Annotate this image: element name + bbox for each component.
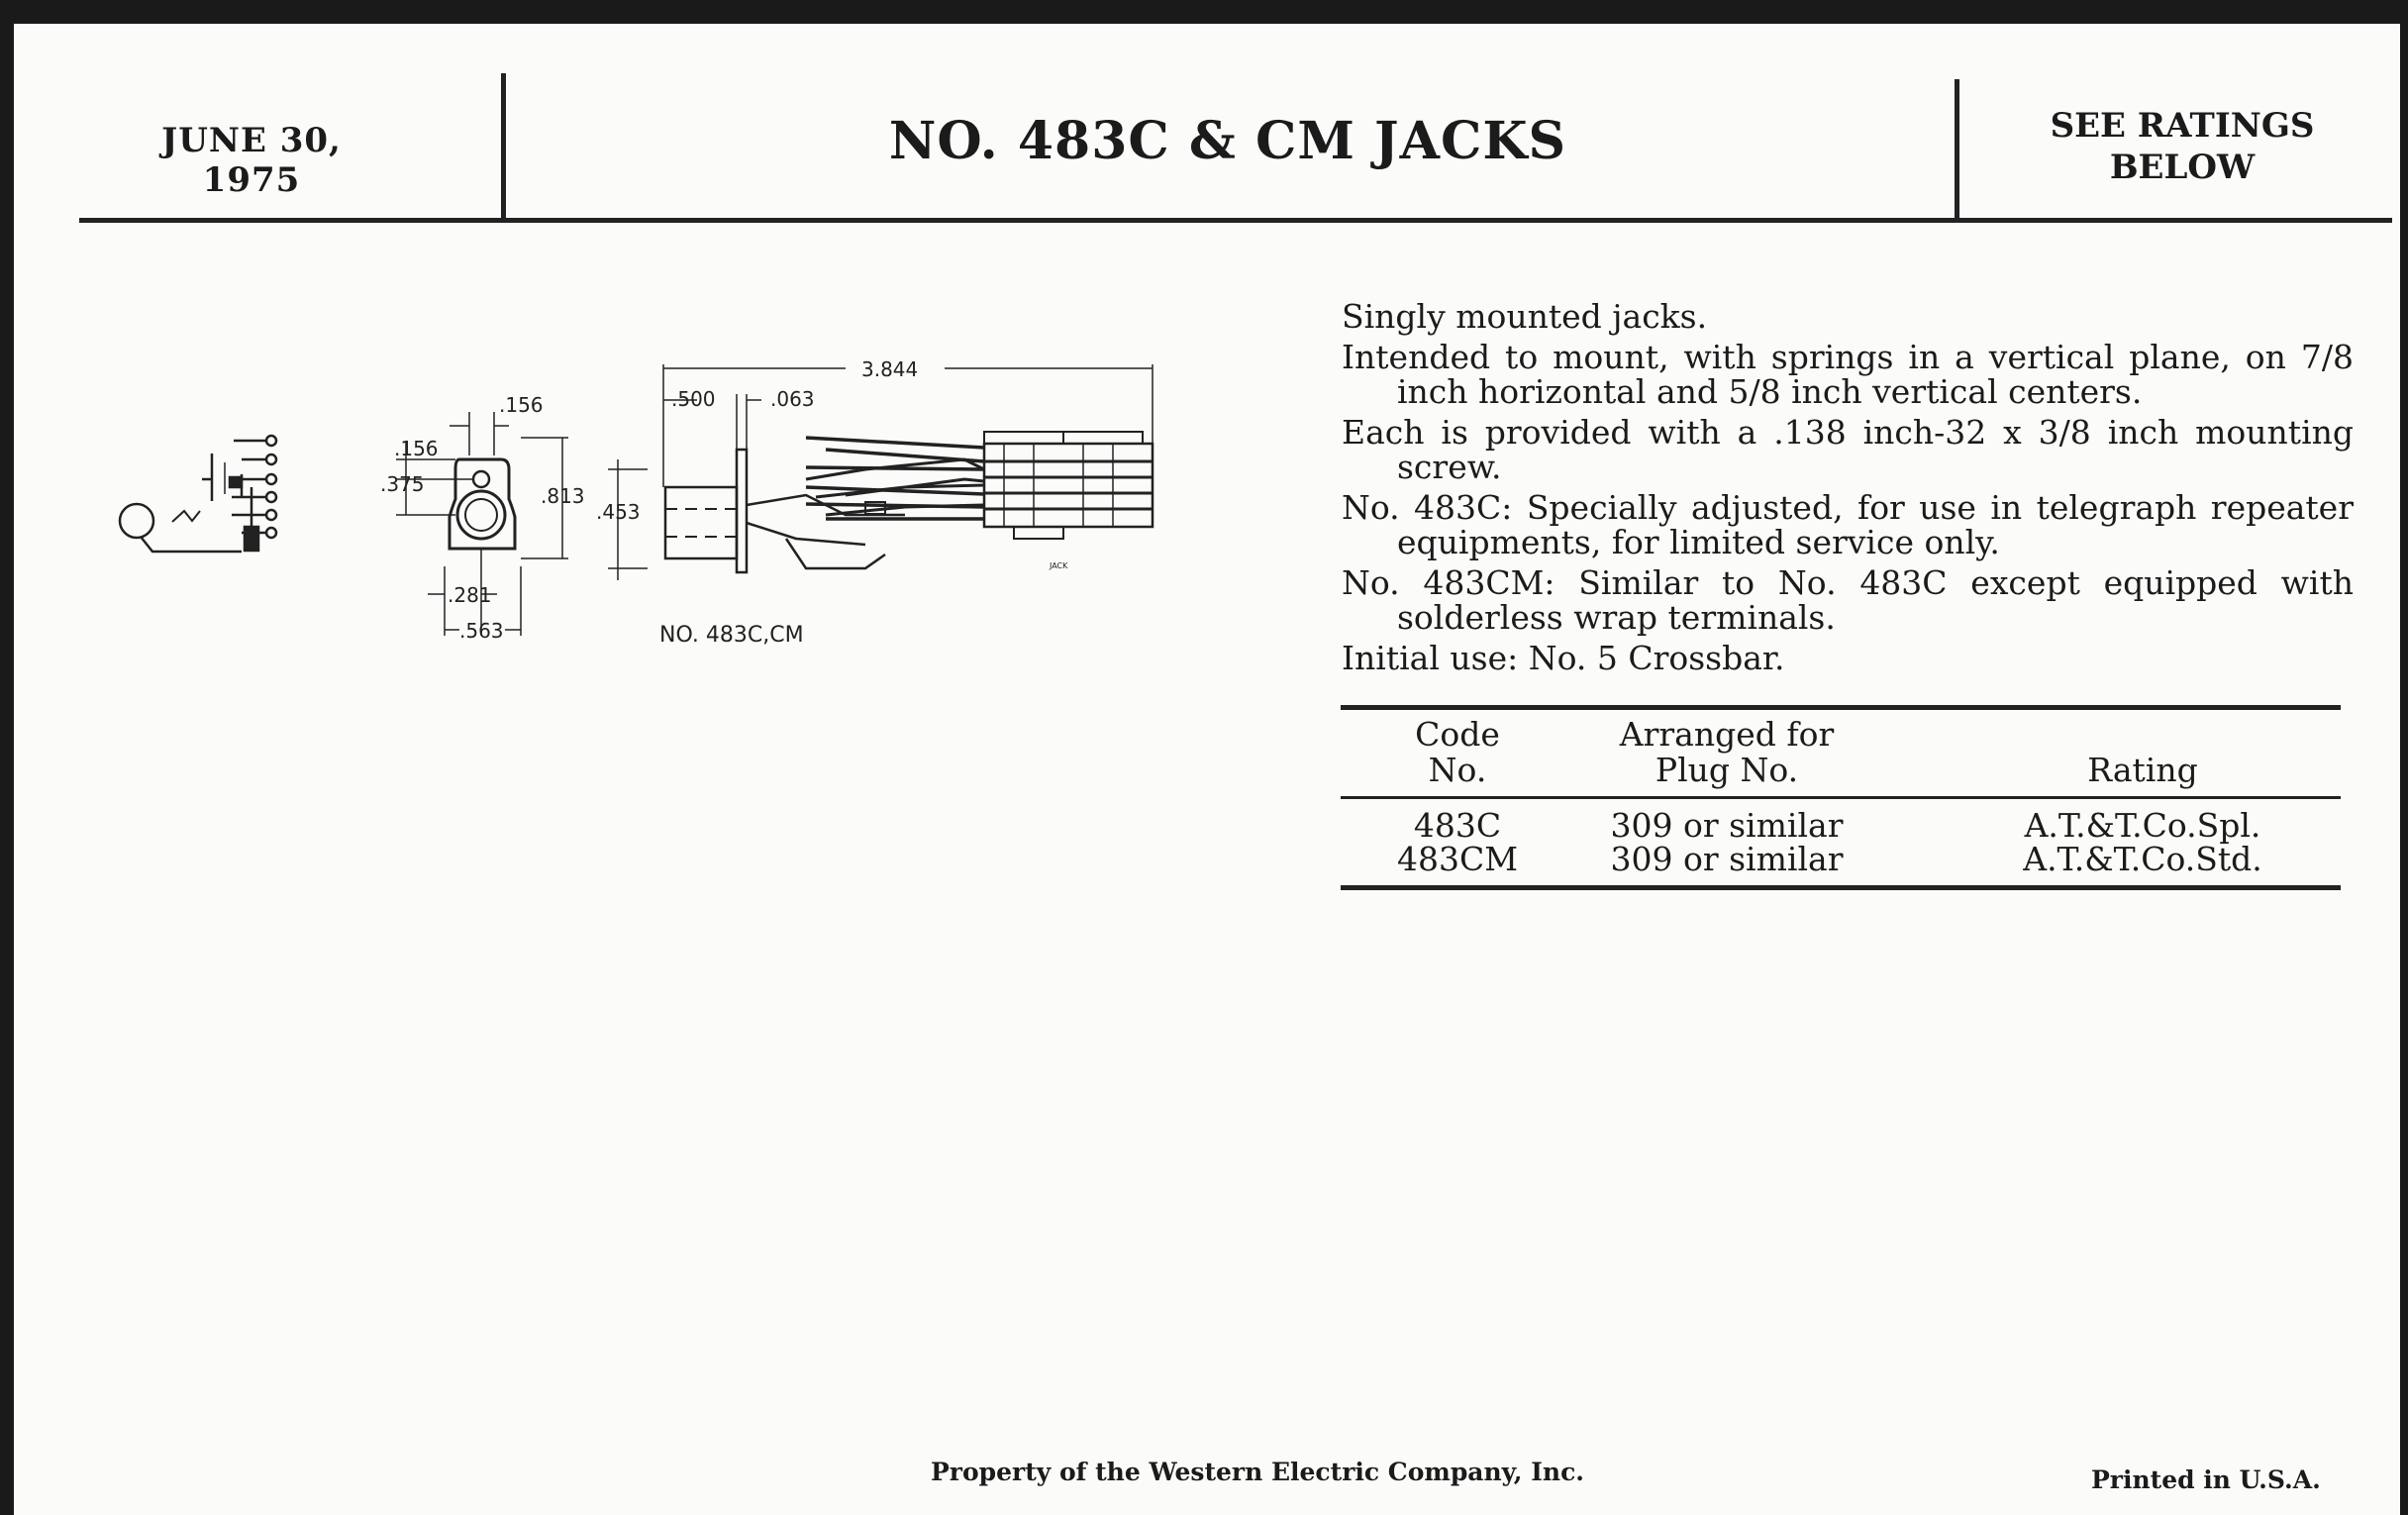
jack-drawing <box>113 321 1202 687</box>
page-title: NO. 483C & CM JACKS <box>888 111 1567 171</box>
description <box>1342 299 2354 681</box>
dim-156-top: .156 <box>499 393 544 417</box>
dim-500: .500 <box>671 387 716 411</box>
table-bottom-rule <box>1341 885 2341 890</box>
desc-para: No. 483CM: Similar to No. 483C except equipped with solderless wrap terminals. <box>1342 563 2354 637</box>
schematic-tip-line <box>141 537 242 552</box>
dim-156-left: .156 <box>394 437 439 460</box>
table-cell-rating: A.T.&T.Co.Std. <box>2023 840 2262 878</box>
table-cell-code: 483C <box>1413 806 1502 845</box>
desc-para: Singly mounted jacks. <box>1342 297 1708 336</box>
dim-281: .281 <box>448 583 492 607</box>
dim-375: .375 <box>380 472 425 496</box>
jack-springs <box>806 438 984 519</box>
table-top-rule <box>1341 705 2341 710</box>
header-note-line-2: BELOW <box>2109 148 2256 187</box>
header-rule <box>79 218 2392 223</box>
footer-printed: Printed in U.S.A. <box>2091 1465 2321 1494</box>
desc-para: No. 483C: Specially adjusted, for use in telegraph repeater equipments, for limited service only. <box>1342 488 2354 561</box>
th-plug: Arranged for Plug No. <box>1619 715 1835 789</box>
dim-3844: 3.844 <box>861 357 919 381</box>
footer-property: Property of the Western Electric Company, Inc. <box>931 1458 1585 1486</box>
jack-sleeve-body <box>665 487 737 558</box>
desc-para: Intended to mount, with springs in a vertical plane, on 7/8 inch horizontal and 5/8 inch vertical centers. <box>1342 338 2354 411</box>
jack-drawing-svg <box>113 321 1202 687</box>
dim-563: .563 <box>459 619 504 643</box>
schematic-sleeve-circle <box>120 504 153 538</box>
desc-para: Each is provided with a .138 inch-32 x 3/8 inch mounting screw. <box>1342 413 2354 486</box>
document-card <box>14 24 2400 1515</box>
header-date: JUNE 30, 1975 <box>161 121 342 200</box>
desc-para: Initial use: No. 5 Crossbar. <box>1342 639 1785 677</box>
desc-prefix: Initial use: <box>1342 639 1519 677</box>
dim-453: .453 <box>596 500 641 524</box>
drawing-caption: NO. 483C,CM <box>659 623 804 648</box>
desc-prefix: No. 483C: <box>1342 488 1513 527</box>
jack-small-label: JACK <box>1050 561 1068 570</box>
dim-813: .813 <box>541 484 585 508</box>
th-code: Code No. <box>1415 715 1500 789</box>
table-cell-plug: 309 or similar <box>1610 806 1844 845</box>
desc-prefix: No. 483CM: <box>1342 563 1555 602</box>
table-cell-plug: 309 or similar <box>1610 840 1844 878</box>
table-cell-code: 483CM <box>1396 840 1519 878</box>
jack-mounting-plate <box>737 450 747 572</box>
header-note <box>1984 105 2380 188</box>
header-note-line-1: SEE RATINGS <box>2050 106 2315 146</box>
dim-063: .063 <box>770 387 815 411</box>
table-header-rule <box>1341 796 2341 799</box>
jack-spring-pileup <box>984 444 1153 527</box>
table-cell-rating: A.T.&T.Co.Spl. <box>2024 806 2261 845</box>
header-divider-right <box>1955 79 1959 218</box>
th-rating: Rating <box>2087 751 2198 789</box>
header-divider-left <box>501 73 506 218</box>
